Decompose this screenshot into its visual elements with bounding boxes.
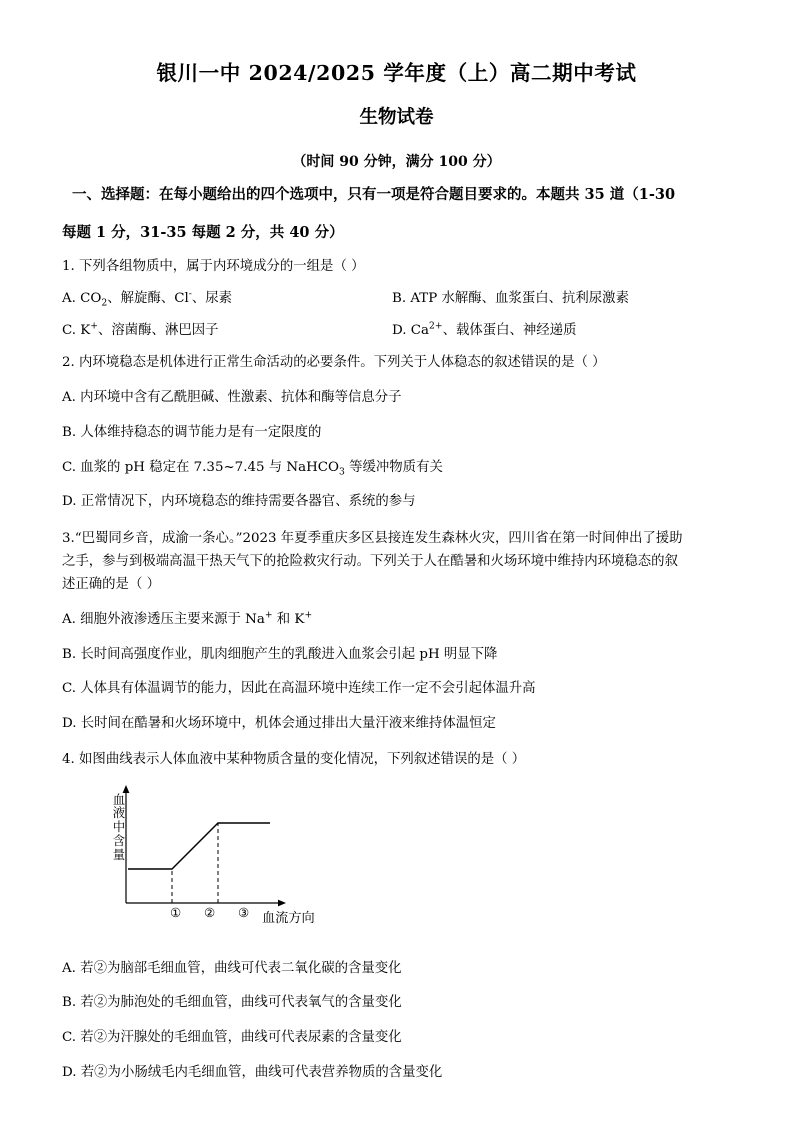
question-4-option-d: D. 若②为小肠绒毛内毛细血管，曲线可代表营养物质的含量变化 bbox=[62, 1064, 443, 1080]
question-1-option-b: B. ATP 水解酶、血浆蛋白、抗利尿激素 bbox=[392, 290, 629, 306]
chart-tick-2: ② bbox=[204, 904, 216, 920]
question-3-option-a: A. 细胞外液渗透压主要来源于 Na+ 和 K+ bbox=[62, 609, 313, 628]
question-1-options-row-2 bbox=[62, 320, 731, 342]
question-1-options-row-1 bbox=[62, 288, 731, 310]
question-3-stem-line-1: 3.“巴蜀同乡音，成渝一条心。”2023 年夏季重庆多区县接连发生森林火灾，四川省在第一时间伸出了援助 bbox=[62, 530, 683, 546]
question-3-option-b: B. 长时间高强度作业，肌肉细胞产生的乳酸进入血浆会引起 pH 明显下降 bbox=[62, 646, 498, 662]
chart-tick-3: ③ bbox=[238, 904, 250, 920]
section-heading-line2: 每题 1 分，31-35 每题 2 分，共 40 分） bbox=[62, 224, 344, 242]
question-3-option-d: D. 长时间在酷暑和火场环境中，机体会通过排出大量汗液来维持体温恒定 bbox=[62, 716, 496, 732]
question-1-option-a: A. $CO_2$、解旋酶、Cl-、尿素 bbox=[62, 288, 233, 309]
question-1-option-d: D. $Ca^{2+}$、载体蛋白、神经递质 bbox=[392, 320, 577, 338]
question-2-option-b: B. 人体维持稳态的调节能力是有一定限度的 bbox=[62, 424, 322, 440]
question-2-option-d: D. 正常情况下，内环境稳态的维持需要各器官、系统的参与 bbox=[62, 494, 416, 510]
question-3-stem-line-3: 述正确的是（ ） bbox=[62, 577, 160, 592]
question-1-option-c: C. K+、溶菌酶、淋巴因子 bbox=[62, 320, 219, 338]
chart-y-axis-label: 血液中含量 bbox=[112, 791, 126, 863]
page-title: 银川一中 2024/2025 学年度（上）高二期中考试 bbox=[156, 61, 637, 85]
question-4-figure bbox=[62, 779, 731, 947]
question-2-stem: 2. 内环境稳态是机体进行正常生命活动的必要条件。下列关于人体稳态的叙述错误的是（ ） bbox=[62, 355, 606, 371]
question-4-option-b: B. 若②为肺泡处的毛细血管，曲线可代表氧气的含量变化 bbox=[62, 995, 402, 1011]
question-4-stem: 4. 如图曲线表示人体血液中某种物质含量的变化情况，下列叙述错误的是（ ） bbox=[62, 751, 526, 767]
chart-tick-1: ① bbox=[170, 904, 182, 920]
exam-timing-note: （时间 90 分钟，满分 100 分） bbox=[292, 153, 501, 170]
question-3-stem-line-2: 之手，参与到极端高温干热天气下的抢险救灾行动。下列关于人在酷暑和火场环境中维持内环境稳态的叙 bbox=[62, 553, 678, 569]
page-subtitle: 生物试卷 bbox=[359, 106, 434, 128]
question-1-stem: 1. 下列各组物质中，属于内环境成分的一组是（ ） bbox=[62, 259, 365, 275]
question-4-option-c: C. 若②为汗腺处的毛细血管，曲线可代表尿素的含量变化 bbox=[62, 1029, 402, 1045]
section-heading-line1: 一、选择题：在每小题给出的四个选项中，只有一项是符合题目要求的。本题共 35 道（1-30 bbox=[72, 185, 676, 203]
question-4-option-a: A. 若②为脑部毛细血管，曲线可代表二氧化碳的含量变化 bbox=[62, 960, 402, 976]
question-2-option-c: C. 血浆的 pH 稳定在 7.35~7.45 与 NaHCO$_3$ 等缓冲物质有关 bbox=[62, 459, 443, 478]
question-3-option-c: C. 人体具有体温调节的能力，因此在高温环境中连续工作一定不会引起体温升高 bbox=[62, 681, 536, 697]
chart-x-axis-label: 血流方向 bbox=[262, 910, 315, 926]
question-2-option-a: A. 内环境中含有乙酰胆碱、性激素、抗体和酶等信息分子 bbox=[62, 390, 402, 406]
